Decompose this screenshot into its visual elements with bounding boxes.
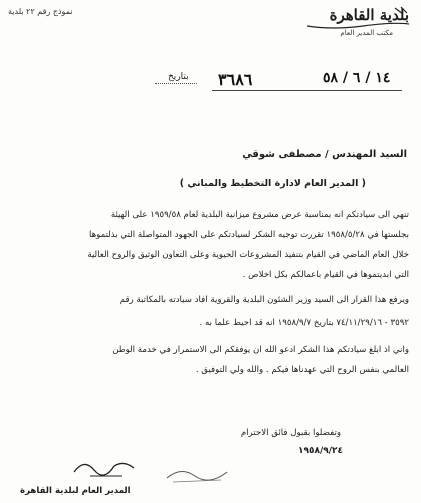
form-number: نموذج رقم ٢٢ بلدية — [8, 7, 73, 16]
closing-date: ١٩٥٨/٩/٢٤ — [297, 446, 343, 456]
addressee: السيد المهندس / مصطفى شوقي — [242, 149, 407, 160]
body-line: واني اذ ابلغ سيادتكم هذا الشكر ادعو الله ان يوفقكم الى الاستمرار في خدمة الوطن — [112, 345, 409, 355]
reference-underline — [212, 90, 402, 91]
body-line: خلال العام الماضي في القيام بتنفيذ المشروعات الحيوية وعلى التعاون الوثيق والروح العالية — [87, 250, 409, 260]
body-line: ٣٥٩٢ - ٧٤/١١/٢٩/١٦ بتاريخ ١٩٥٨/٩/٧ انه قد احيط علما به . — [199, 318, 409, 328]
letterhead-title: بلدية القاهرة — [329, 6, 409, 24]
date-label: بتاريخ — [168, 72, 189, 82]
body-line: بجلستها في ١٩٥٨/٥/٢٨ تقررت توجيه الشكر لسيادتكم على الجهود المتواصلة التي بذلتموها — [89, 230, 409, 240]
reference-date: ١٤ / ٦ / ٥٨ — [323, 70, 391, 86]
closing-phrase: وتفضلوا بقبول فائق الاحترام — [240, 428, 341, 438]
signer-title: المدير العام لبلدية القاهرة — [20, 486, 131, 496]
body-line: ويرفع هذا القرار الى السيد وزير الشئون البلدية والقروية افاد سيادته بالمكاتبة رقم — [119, 295, 409, 305]
office-name: مكتب المدير العام — [340, 29, 393, 37]
body-line: تنهي الى سيادتكم انه بمناسبة عرض مشروع ميزانية البلدية لعام ١٩٥٩/٥٨ على الهيئة — [110, 210, 409, 220]
reference-number: ٣٦٨٦ — [218, 70, 253, 89]
body-line: التي ابديتموها في القيام باعمالكم بكل اخلاص . — [242, 270, 409, 280]
addressee-title: ( المدير العام لادارة التخطيط والمباني ) — [179, 178, 366, 189]
date-dotted-line — [155, 83, 197, 84]
body-line: العالمي بنفس الروح التي عهدناها فيكم . والله ولي التوفيق . — [195, 365, 409, 375]
stamp-mark — [165, 462, 229, 484]
signature — [70, 452, 140, 482]
